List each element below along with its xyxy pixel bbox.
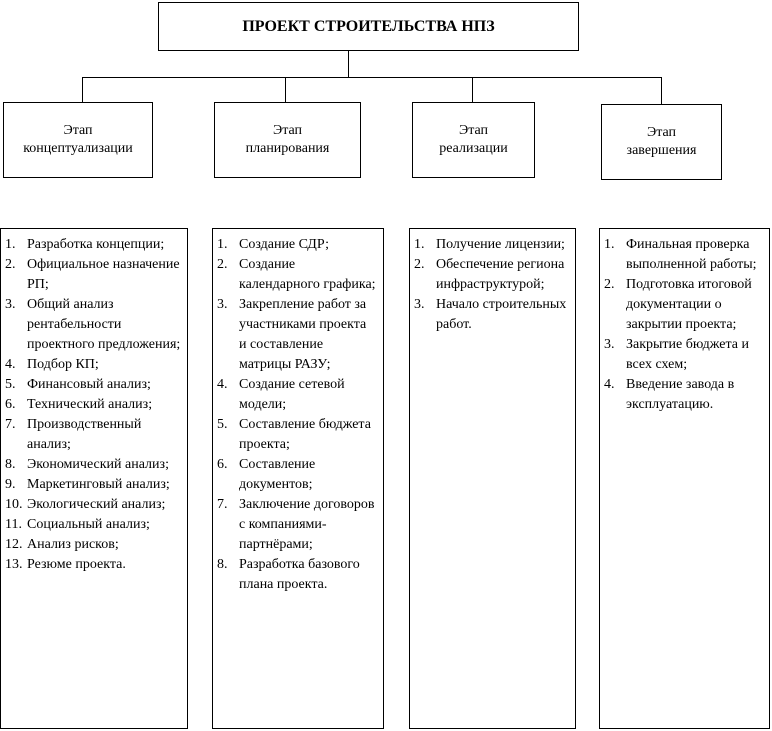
list-item: 13. Резюме проекта.: [5, 557, 126, 572]
list-item: 1. Разработка концепции;: [5, 237, 165, 252]
list-item: 8. Экономический анализ;: [5, 457, 169, 472]
stage-conceptualization-list: [0, 228, 188, 729]
list-item: 4. Введение завода в эксплуатацию.: [604, 377, 735, 412]
list-item: 1. Создание СДР;: [217, 237, 330, 252]
list-item: 3. Закрепление работ за участниками проекта и составление матрицы РАЗУ;: [217, 297, 367, 372]
list-item: 10. Экологический анализ;: [5, 497, 166, 512]
list-item: 9. Маркетинговый анализ;: [5, 477, 170, 492]
list-item: 6. Составление документов;: [217, 457, 316, 492]
stage-planning-header: Этап планирования: [214, 102, 361, 178]
connector-stage-4: [661, 77, 662, 104]
stage-completion-list: [599, 228, 770, 729]
stage-conceptualization-header: Этап концептуализации: [3, 102, 153, 178]
list-item: 12. Анализ рисков;: [5, 537, 119, 552]
list-item: 6. Технический анализ;: [5, 397, 153, 412]
list-item: 2. Подготовка итоговой документации о закрытии проекта;: [604, 277, 752, 332]
connector-stage-2: [285, 77, 286, 102]
list-item: 8. Разработка базового плана проекта.: [217, 557, 360, 592]
list-item: 4. Подбор КП;: [5, 357, 99, 372]
list-item: 7. Заключение договоров с компаниями-партнёрами;: [217, 497, 375, 552]
list-item: 7. Производственный анализ;: [5, 417, 142, 452]
list-item: 5. Составление бюджета проекта;: [217, 417, 371, 452]
list-item: 4. Создание сетевой модели;: [217, 377, 345, 412]
list-item: 1. Получение лицензии;: [414, 237, 565, 252]
connector-horizontal: [82, 77, 662, 78]
list-item: 3. Начало строительных работ.: [414, 297, 567, 332]
project-title: ПРОЕКТ СТРОИТЕЛЬСТВА НПЗ: [158, 2, 579, 51]
list-item: 11. Социальный анализ;: [5, 517, 150, 532]
list-item: 3. Общий анализ рентабельности проектного предложения;: [5, 297, 181, 352]
list-item: 2. Обеспечение региона инфраструктурой;: [414, 257, 565, 292]
list-item: 5. Финансовый анализ;: [5, 377, 151, 392]
stage-implementation-header: Этап реализации: [412, 102, 535, 178]
stage-completion-header: Этап завершения: [601, 104, 722, 180]
list-item: 2. Официальное назначение РП;: [5, 257, 180, 292]
list-item: 1. Финальная проверка выполненной работы;: [604, 237, 757, 272]
list-item: 3. Закрытие бюджета и всех схем;: [604, 337, 749, 372]
connector-stage-3: [472, 77, 473, 102]
connector-stage-1: [82, 77, 83, 102]
stage-planning-list: [212, 228, 384, 729]
connector-vertical-main: [348, 51, 349, 77]
stage-implementation-list: [409, 228, 576, 729]
list-item: 2. Создание календарного графика;: [217, 257, 376, 292]
